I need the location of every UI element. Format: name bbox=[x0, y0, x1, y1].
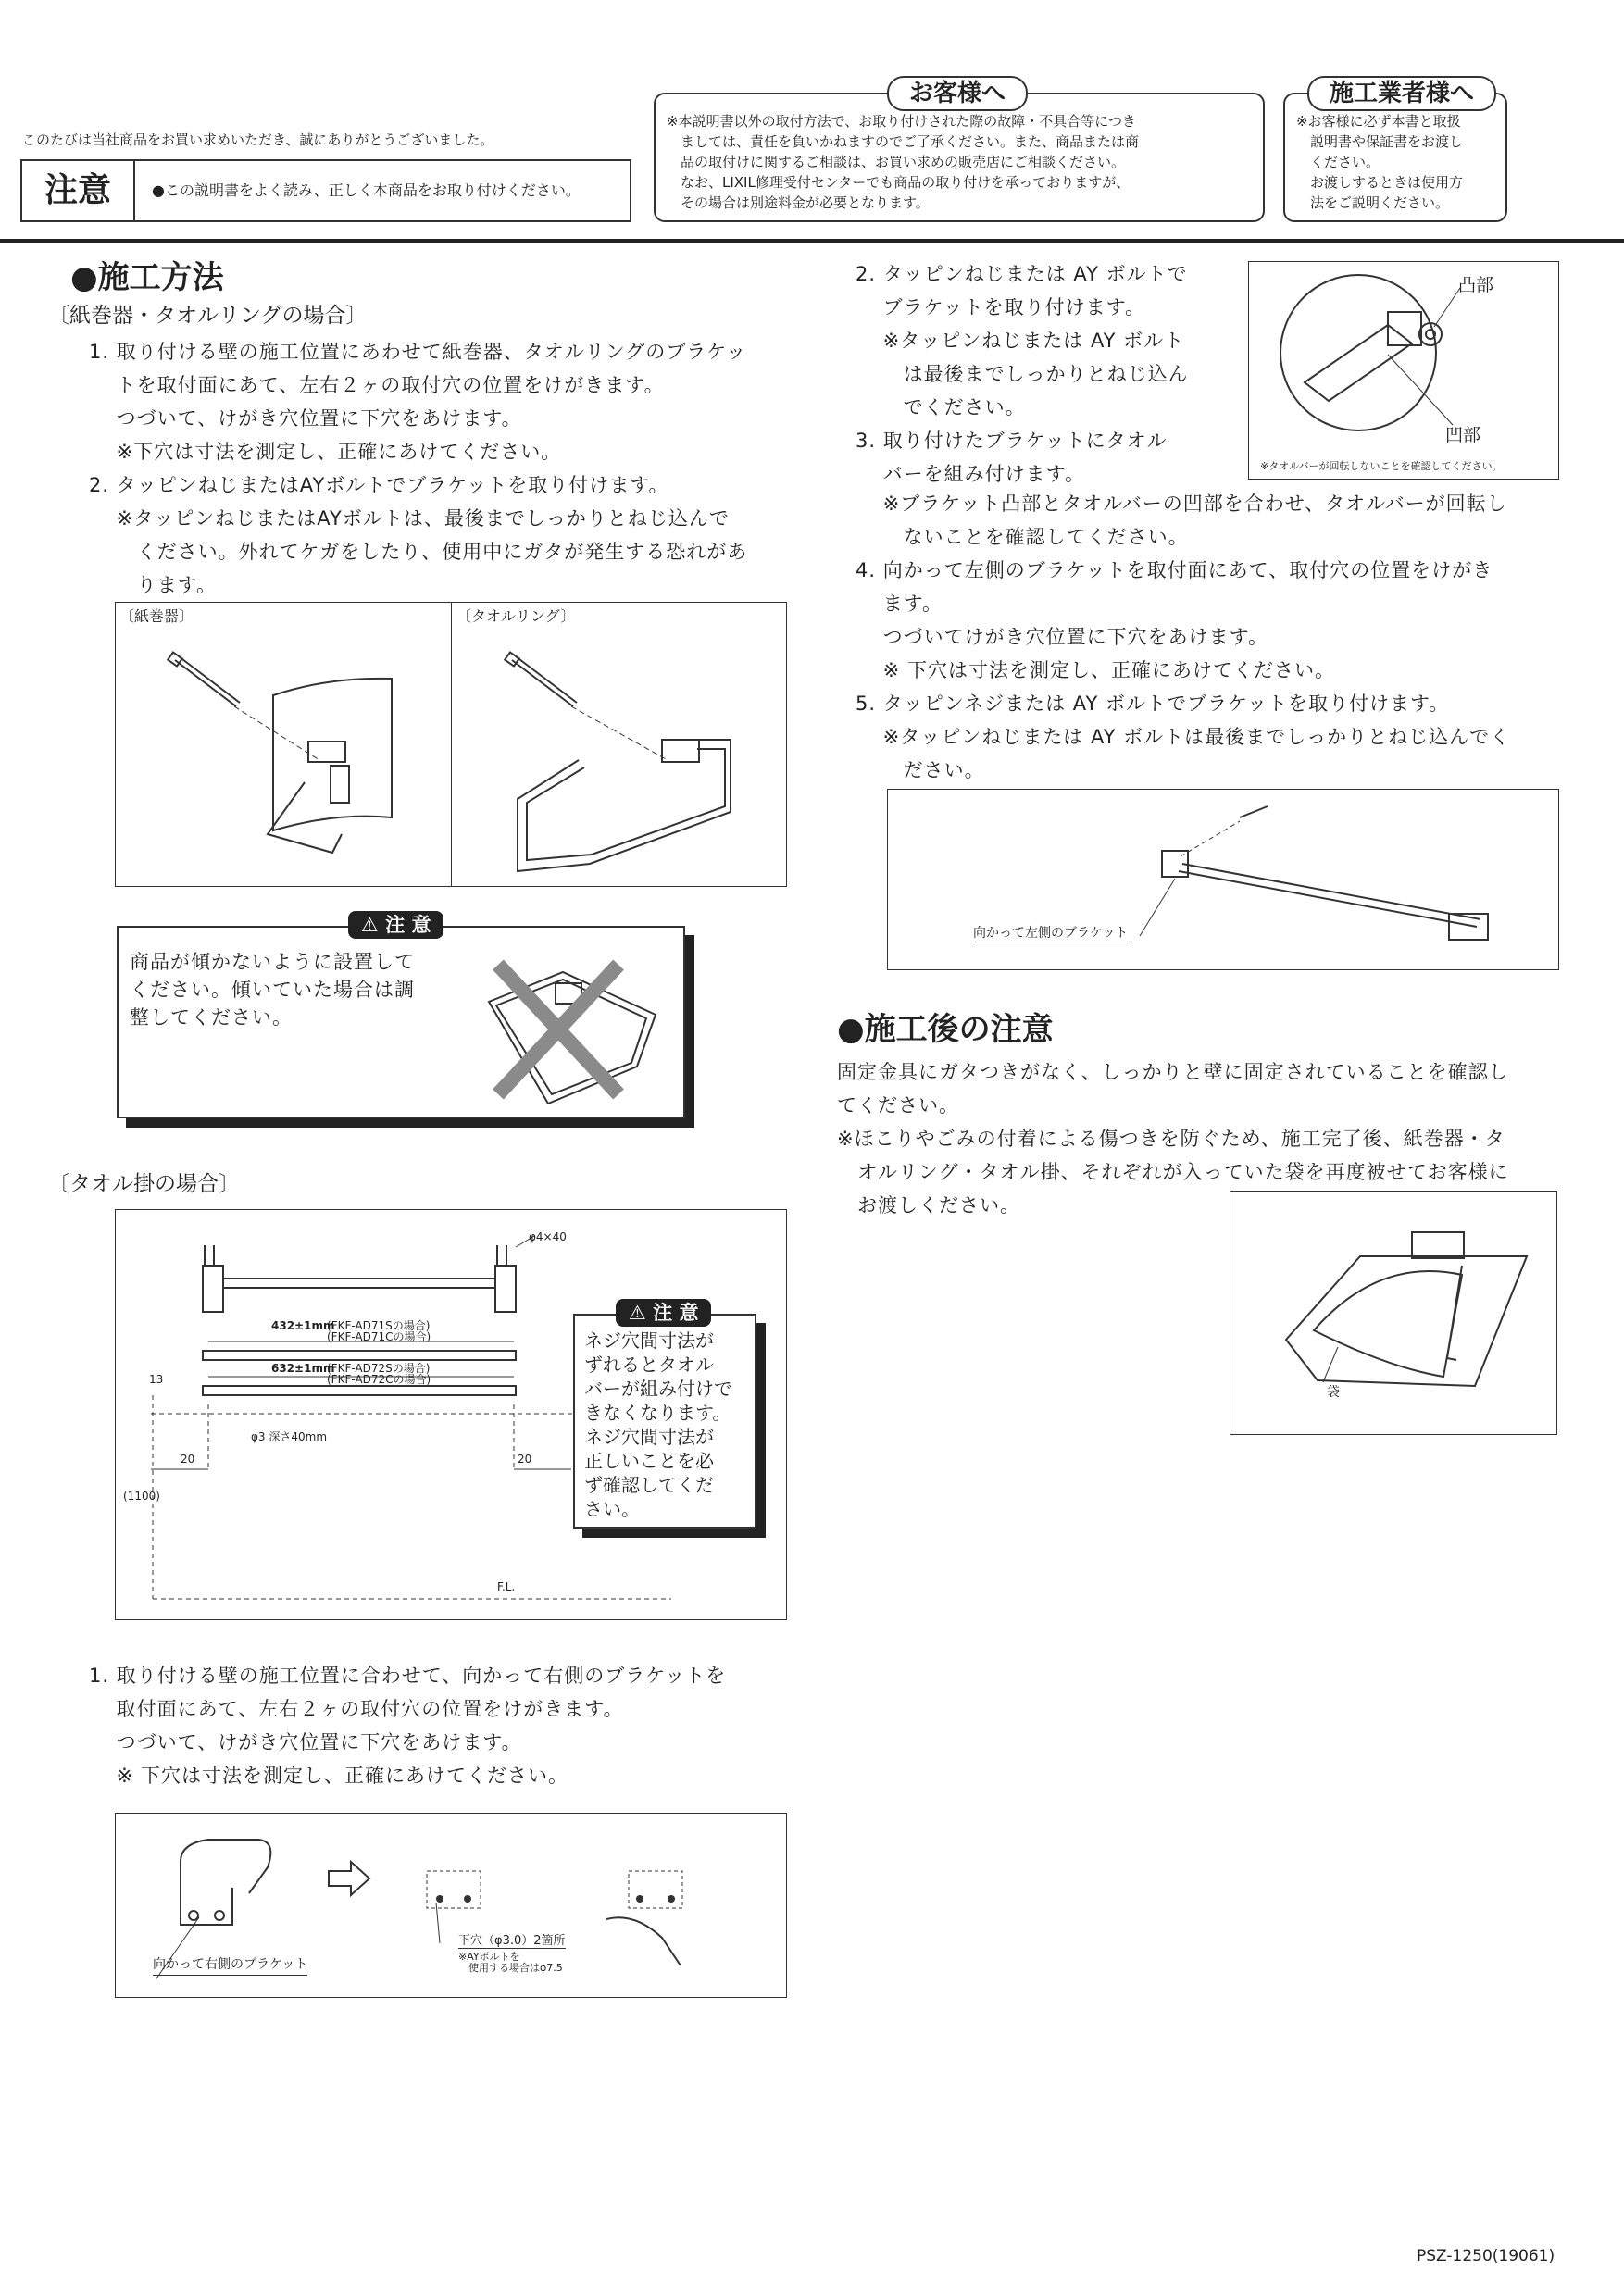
caution2-line: ずれるとタオル bbox=[584, 1354, 714, 1376]
step-line: ブラケットを取り付けます。 bbox=[856, 296, 1145, 318]
customer-line: ましては、責任を負いかねますのでご了承ください。また、商品または商 bbox=[667, 133, 1140, 150]
after-line: お渡しください。 bbox=[837, 1194, 1020, 1217]
sub-towel-bar: 〔タオル掛の場合〕 bbox=[48, 1172, 240, 1196]
dim-632-b: (FKF-AD72Cの場合) bbox=[327, 1373, 431, 1386]
step-line: つづいて、けがき穴位置に下穴をあけます。 bbox=[89, 407, 522, 430]
step-line: ださい。 bbox=[856, 759, 985, 781]
steps-2-3 bbox=[856, 257, 1244, 491]
caution-line: 整してください。 bbox=[130, 1006, 293, 1029]
bag-label: 袋 bbox=[1327, 1385, 1340, 1400]
step-line: ※タッピンねじまたはAYボルトは、最後までしっかりとねじ込んで bbox=[89, 507, 730, 530]
dim-432-a: (FKF-AD71Sの場合) bbox=[327, 1319, 431, 1332]
pilot-hole-label: 下穴（φ3.0）2箇所 bbox=[458, 1930, 566, 1949]
convex-label: 凸部 bbox=[1458, 275, 1494, 295]
fig-label-paper: 〔紙巻器〕 bbox=[119, 607, 194, 625]
step-line: ります。 bbox=[89, 574, 217, 596]
installer-line: お渡しするときは使用方 bbox=[1296, 174, 1464, 191]
steps-towel-bar bbox=[89, 1659, 802, 1792]
customer-line: ※本説明書以外の取付方法で、お取り付けされた際の故障・不具合等につき bbox=[667, 113, 1136, 130]
caution2-line: ネジ穴間寸法が bbox=[584, 1329, 714, 1352]
dim-1100: (1100) bbox=[123, 1490, 160, 1503]
step-line: 1. 取り付ける壁の施工位置に合わせて、向かって右側のブラケットを bbox=[89, 1665, 727, 1687]
dim-screw: φ4×40 bbox=[529, 1230, 567, 1243]
step-line: ※ブラケット凸部とタオルバーの凹部を合わせ、タオルバーが回転し bbox=[856, 493, 1507, 515]
caution2-line: きなくなります。 bbox=[584, 1402, 731, 1424]
step-line: 取付面にあて、左右２ヶの取付穴の位置をけがきます。 bbox=[89, 1698, 624, 1720]
after-line: オルリング・タオル掛、それぞれが入っていた袋を再度被せてお客様に bbox=[837, 1161, 1509, 1183]
sub-paper-ring: 〔紙巻器・タオルリングの場合〕 bbox=[48, 304, 368, 328]
step-line: ※ 下穴は寸法を測定し、正確にあけてください。 bbox=[89, 1765, 568, 1787]
caution2-line: 正しいことを必 bbox=[584, 1450, 714, 1472]
right-bracket-label: 向かって右側のブラケット bbox=[153, 1954, 307, 1976]
caution-text: ●この説明書をよく読み、正しく本商品をお取り付けください。 bbox=[152, 181, 581, 199]
caution2-line: バーが組み付けで bbox=[584, 1378, 732, 1400]
dim-432: 432±1mm bbox=[271, 1319, 335, 1332]
after-line: ※ほこりやごみの付着による傷つきを防ぐため、施工完了後、紙巻器・タ bbox=[837, 1128, 1505, 1150]
installer-line: ください。 bbox=[1296, 154, 1380, 170]
figure-convex-concave bbox=[1248, 261, 1559, 480]
installer-line: 説明書や保証書をお渡し bbox=[1296, 133, 1464, 150]
step-line: ※タッピンねじまたは AY ボルト bbox=[856, 330, 1185, 352]
convex-concave-illustration bbox=[1249, 262, 1558, 479]
step-line: バーを組み付けます。 bbox=[856, 463, 1085, 485]
dim-left-20: 20 bbox=[181, 1453, 195, 1466]
rotation-note: ※タオルバーが回転しないことを確認してください。 bbox=[1260, 460, 1503, 472]
installer-line: ※お客様に必ず本書と取扱 bbox=[1296, 113, 1461, 130]
dim-fl: F.L. bbox=[497, 1580, 516, 1593]
steps-paper-ring bbox=[89, 335, 802, 602]
customer-line: なお、LIXIL修理受付センターでも商品の取り付けを承っておりますが、 bbox=[667, 174, 1131, 191]
document-code: PSZ-1250(19061) bbox=[1417, 2247, 1555, 2265]
caution-box bbox=[20, 159, 631, 222]
fig-label-ring: 〔タオルリング〕 bbox=[456, 607, 576, 625]
dim-right-20: 20 bbox=[518, 1453, 532, 1466]
step-line: 4. 向かって左側のブラケットを取付面にあて、取付穴の位置をけがき bbox=[856, 559, 1493, 581]
header-divider bbox=[0, 239, 1624, 243]
method-title: ●施工方法 bbox=[70, 259, 224, 296]
caution2-line: さい。 bbox=[584, 1498, 640, 1520]
step-line: は最後までしっかりとねじ込ん bbox=[856, 363, 1189, 385]
dim-432-b: (FKF-AD71Cの場合) bbox=[327, 1330, 431, 1343]
dim-hole: φ3 深さ40mm bbox=[251, 1430, 328, 1443]
ay-bolt-note-1: ※AYボルトを bbox=[458, 1951, 520, 1963]
caution-tilt-badge: ⚠ 注 意 bbox=[348, 911, 443, 939]
caution-tilt-box bbox=[117, 926, 685, 1118]
figure-towel-bar-dims bbox=[115, 1209, 787, 1620]
caution-hole-badge: ⚠ 注 意 bbox=[616, 1299, 711, 1327]
dim-632-a: (FKF-AD72Sの場合) bbox=[327, 1362, 431, 1375]
step-line: 3. 取り付けたブラケットにタオル bbox=[856, 430, 1168, 452]
figure-left-bracket bbox=[887, 789, 1559, 970]
step-line: ※ 下穴は寸法を測定し、正確にあけてください。 bbox=[856, 659, 1335, 681]
caution-label: 注意 bbox=[22, 161, 135, 220]
installer-title: 施工業者様へ bbox=[1307, 76, 1496, 111]
step-line: でください。 bbox=[856, 396, 1026, 418]
installer-box bbox=[1283, 93, 1507, 222]
customer-line: その場合は別途料金が必要となります。 bbox=[667, 194, 930, 211]
caution-tilt-text bbox=[130, 948, 415, 1031]
step-line: トを取付面にあて、左右２ヶの取付穴の位置をけがきます。 bbox=[89, 374, 665, 396]
concave-label: 凹部 bbox=[1445, 425, 1481, 445]
after-line: 固定金具にガタつきがなく、しっかりと壁に固定されていることを確認し bbox=[837, 1061, 1509, 1083]
ay-bolt-note-2: 使用する場合はφ7.5 bbox=[458, 1962, 563, 1974]
installer-line: 法をご説明ください。 bbox=[1296, 194, 1450, 211]
figure-right-bracket bbox=[115, 1813, 787, 1998]
after-line: てください。 bbox=[837, 1094, 959, 1117]
step-line: ください。外れてケガをしたり、使用中にガタが発生する恐れがあ bbox=[89, 541, 748, 563]
left-bracket-label: 向かって左側のブラケット bbox=[973, 926, 1129, 941]
step-line: ます。 bbox=[856, 593, 943, 615]
dim-632: 632±1mm bbox=[271, 1362, 335, 1375]
after-title: ●施工後の注意 bbox=[837, 1011, 1054, 1048]
step-line: つづいて、けがき穴位置に下穴をあけます。 bbox=[89, 1731, 522, 1753]
customer-box bbox=[654, 93, 1265, 222]
thanks-text: このたびは当社商品をお買い求めいただき、誠にありがとうございました。 bbox=[22, 131, 494, 148]
step-line: 5. タッピンネジまたは AY ボルトでブラケットを取り付けます。 bbox=[856, 693, 1450, 715]
step-line: ※タッピンねじまたは AY ボルトは最後までしっかりとねじ込んでく bbox=[856, 726, 1511, 748]
customer-line: 品の取付けに関するご相談は、お買い求めの販売店にご相談ください。 bbox=[667, 154, 1126, 170]
step-line: ※下穴は寸法を測定し、正確にあけてください。 bbox=[89, 441, 562, 463]
steps-3-5 bbox=[856, 487, 1578, 787]
tilted-ring-illustration bbox=[470, 955, 674, 1104]
caution-hole-box bbox=[573, 1314, 756, 1529]
caution-line: ください。傾いていた場合は調 bbox=[130, 979, 415, 1001]
step-line: 1. 取り付ける壁の施工位置にあわせて紙巻器、タオルリングのブラケッ bbox=[89, 341, 747, 363]
figure-bag bbox=[1230, 1191, 1557, 1435]
dim-13: 13 bbox=[149, 1373, 164, 1386]
step-line: 2. タッピンねじまたは AY ボルトで bbox=[856, 263, 1188, 285]
step-line: ないことを確認してください。 bbox=[856, 526, 1189, 548]
figure-paper-ring bbox=[115, 602, 787, 887]
bag-illustration bbox=[1230, 1192, 1556, 1434]
paper-ring-illustration bbox=[116, 603, 788, 888]
customer-title: お客様へ bbox=[887, 76, 1028, 111]
caution2-line: ネジ穴間寸法が bbox=[584, 1426, 714, 1448]
step-line: つづいてけがき穴位置に下穴をあけます。 bbox=[856, 626, 1268, 648]
step-line: 2. タッピンねじまたはAYボルトでブラケットを取り付けます。 bbox=[89, 474, 669, 496]
caution-line: 商品が傾かないように設置して bbox=[130, 951, 415, 973]
caution2-line: ず確認してくだ bbox=[584, 1474, 714, 1496]
